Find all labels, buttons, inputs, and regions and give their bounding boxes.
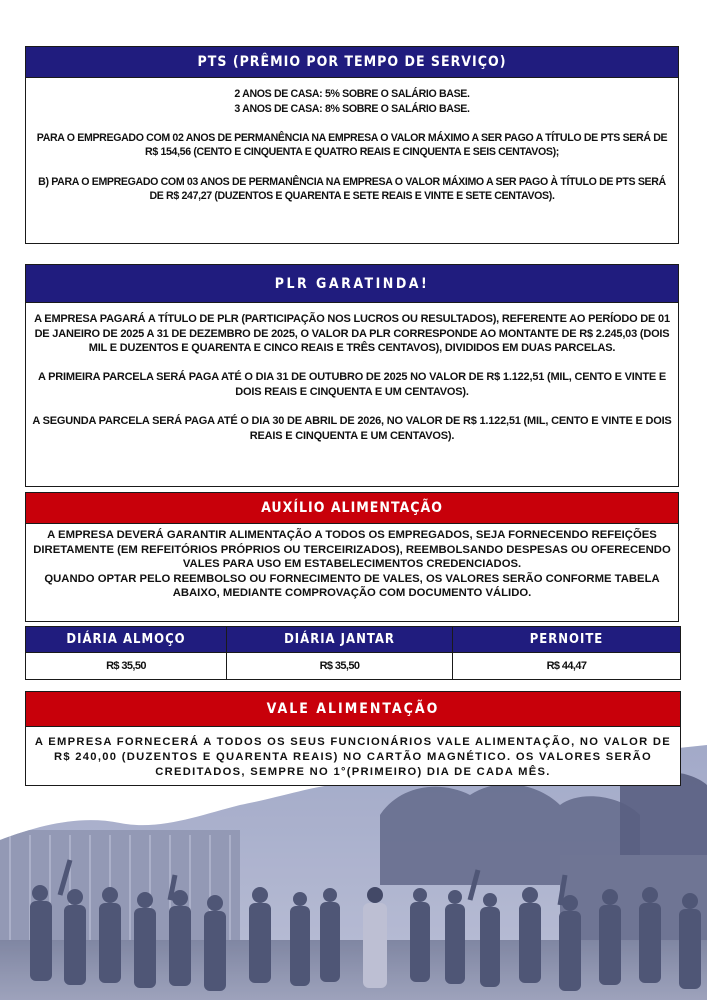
pts-body: [26, 78, 678, 204]
meal-values-table: [25, 626, 681, 680]
table-header-lunch: DIÁRIA ALMOÇO: [26, 627, 227, 653]
pts-paragraph-3-years: B) PARA O EMPREGADO COM 03 ANOS DE PERMANÊNCIA NA EMPRESA O VALOR MÁXIMO A SER PAGO À TÍTULO DE PTS SERÁ DE R$ 247,27 (DUZENTOS E QUARENTA E SETE REAIS E VINTE E SETE CENTAVOS).: [38, 175, 666, 203]
auxilio-paragraph-guarantee: A EMPRESA DEVERÁ GARANTIR ALIMENTAÇÃO A TODOS OS EMPREGADOS, SEJA FORNECENDO REFEIÇÕES DIRETAMENTE (EM REFEITÓRIOS PRÓPRIOS OU TERCEIRIZADOS), REEMBOLSANDO DESPESAS OU OFERECENDO VALES PARA USO EM ESTABELECIMENTOS CREDENCIADOS.: [33, 529, 671, 571]
pts-paragraph-2-years: PARA O EMPREGADO COM 02 ANOS DE PERMANÊNCIA NA EMPRESA O VALOR MÁXIMO A SER PAGO A TÍTULO DE PTS SERÁ DE R$ 154,56 (CENTO E CINQUENTA E QUATRO REAIS E CINQUENTA E SEIS CENTAVOS);: [36, 131, 668, 159]
vale-body: A EMPRESA FORNECERÁ A TODOS OS SEUS FUNCIONÁRIOS VALE ALIMENTAÇÃO, NO VALOR DE R$ 240,00 (DUZENTOS E QUARENTA REAIS) NO CARTÃO MAGNÉTICO. OS VALORES SERÃO CREDITADOS, SEMPRE NO 1°(PRIMEIRO) DIA DE CADA MÊS.: [34, 736, 672, 778]
table-header-overnight: PERNOITE: [453, 627, 680, 653]
plr-paragraph-first-installment: A PRIMEIRA PARCELA SERÁ PAGA ATÉ O DIA 31 DE OUTUBRO DE 2025 NO VALOR DE R$ 1.122,51 (MIL, CENTO E VINTE E DOIS REAIS E CINQUENTA E UM CENTAVOS).: [37, 371, 667, 398]
plr-paragraph-total: A EMPRESA PAGARÁ A TÍTULO DE PLR (PARTICIPAÇÃO NOS LUCROS OU RESULTADOS), REFERENTE AO PERÍODO DE 01 DE JANEIRO DE 2025 A 31 DE DEZEMBRO DE 2025, O VALOR DA PLR CORRESPONDE AO MONTANTE DE R$ 2.245,03 (DOIS MIL E DUZENTOS E QUARENTA E CINCO REAIS E TRÊS CENTAVOS), DIVIDIDOS EM DUAS PARCELAS.: [34, 313, 670, 355]
table-header-dinner: DIÁRIA JANTAR: [227, 627, 453, 653]
auxilio-paragraph-reimbursement: QUANDO OPTAR PELO REEMBOLSO OU FORNECIMENTO DE VALES, OS VALORES SERÃO CONFORME TABELA ABAIXO, MEDIANTE COMPROVAÇÃO COM DOCUMENTO VÁLIDO.: [44, 572, 660, 600]
plr-body: [26, 303, 678, 443]
pts-section: [25, 46, 679, 244]
vale-title: VALE ALIMENTAÇÃO: [26, 692, 680, 727]
pts-title: PTS (PRÊMIO POR TEMPO DE SERVIÇO): [26, 47, 678, 78]
plr-paragraph-second-installment: A SEGUNDA PARCELA SERÁ PAGA ATÉ O DIA 30 DE ABRIL DE 2026, NO VALOR DE R$ 1.122,51 (MIL, CENTO E VINTE E DOIS REAIS E CINQUENTA E UM CENTAVOS).: [32, 415, 672, 442]
table-value-dinner: R$ 35,50: [227, 653, 453, 679]
pts-line-2-years: 2 ANOS DE CASA: 5% SOBRE O SALÁRIO BASE.: [234, 88, 470, 100]
table-value-overnight: R$ 44,47: [546, 660, 587, 672]
pts-line-3-years: 3 ANOS DE CASA: 8% SOBRE O SALÁRIO BASE.: [234, 102, 470, 115]
plr-section: [25, 264, 679, 487]
plr-title: PLR GARATINDA!: [26, 265, 678, 303]
table-value-lunch: R$ 35,50: [26, 653, 227, 679]
auxilio-section: [25, 492, 679, 622]
auxilio-body: [26, 524, 678, 601]
vale-section: [25, 691, 681, 786]
auxilio-title: AUXÍLIO ALIMENTAÇÃO: [26, 493, 678, 524]
